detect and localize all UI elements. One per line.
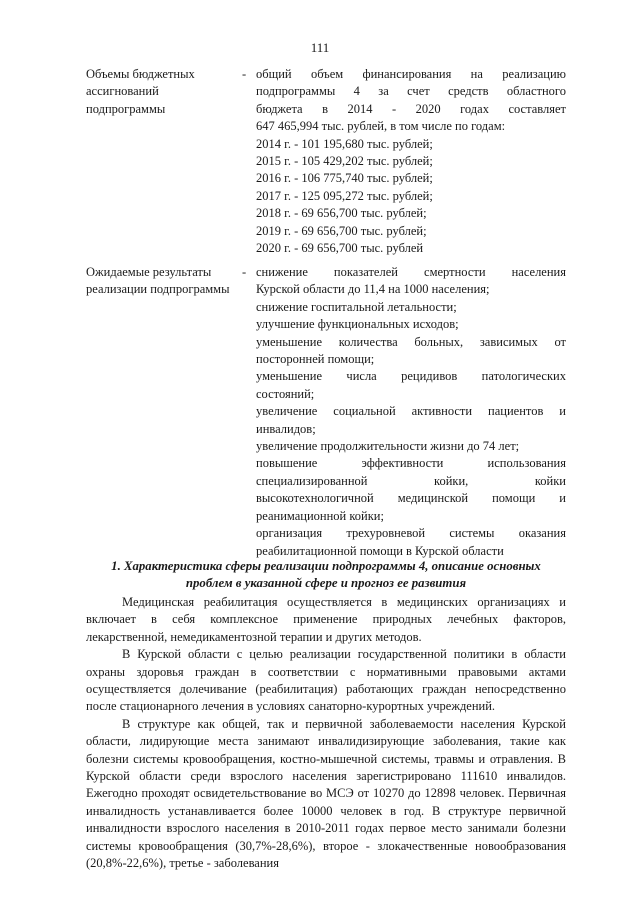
passport-line: уменьшение количества больных, зависимых от — [256, 334, 566, 349]
section-heading-line: проблем в указанной сфере и прогноз ее развития — [185, 576, 467, 591]
paragraph: В Курской области с целью реализации государственной политики в области охраны здоровья граждан в соответствии с нормативными правовыми актами осуществляется долечивание (реабилитация) работающих граждан непосредственно после стационарного лечения в условиях санаторно-курортных учреждений. — [86, 647, 566, 714]
passport-line: специализированной койки, койки — [256, 473, 566, 488]
passport-line: улучшение функциональных исходов; — [256, 317, 459, 332]
body-text — [86, 594, 566, 873]
passport-line: реанимационной койки; — [256, 508, 384, 523]
section-heading — [86, 558, 566, 593]
passport-line: увеличение социальной активности пациентов и — [256, 404, 566, 419]
passport-line: общий объем финансирования на реализацию — [256, 67, 566, 81]
passport-body-budget — [256, 66, 566, 257]
passport-line: Курской области до 11,4 на 1000 населения; — [256, 282, 490, 297]
passport-line: организация трехуровневой системы оказания — [256, 526, 566, 541]
passport-line: посторонней помощи; — [256, 352, 375, 367]
passport-line: 2020 г. - 69 656,700 тыс. рублей — [256, 241, 424, 256]
passport-dash: - — [242, 67, 247, 81]
passport-line: 2018 г. - 69 656,700 тыс. рублей; — [256, 206, 427, 221]
passport-line: 2015 г. - 105 429,202 тыс. рублей; — [256, 154, 433, 169]
passport-line: повышение эффективности использования — [256, 456, 566, 471]
passport-line: снижение показателей смертности населения — [256, 265, 566, 279]
passport-line: 647 465,994 тыс. рублей, в том числе по годам: — [256, 119, 506, 134]
passport-label-results: Ожидаемые результаты реализации подпрограммы — [86, 265, 230, 297]
passport-line: подпрограммы 4 за счет средств областного — [256, 84, 566, 99]
section-heading-line: 1. Характеристика сферы реализации подпрограммы 4, описание основных — [111, 559, 541, 573]
passport-line: 2016 г. - 106 775,740 тыс. рублей; — [256, 171, 433, 186]
passport-line: 2019 г. - 69 656,700 тыс. рублей; — [256, 223, 427, 238]
passport-line: инвалидов; — [256, 421, 316, 436]
passport-line: бюджета в 2014 - 2020 годах составляет — [256, 101, 566, 116]
passport-dash: - — [242, 265, 247, 279]
passport-label-budget: Объемы бюджетных ассигнований подпрограммы — [86, 67, 195, 116]
passport-line: 2017 г. - 125 095,272 тыс. рублей; — [256, 188, 433, 203]
passport-line: снижение госпитальной летальности; — [256, 299, 457, 314]
paragraph: Медицинская реабилитация осуществляется в медицинских организациях и включает в себя комплексное применение природных лечебных факторов, лекарственной, немедикаментозной терапии и других методов. — [86, 595, 566, 644]
passport-line: реабилитационной помощи в Курской области — [256, 543, 504, 558]
passport-line: 2014 г. - 101 195,680 тыс. рублей; — [256, 136, 433, 151]
passport-line: высокотехнологичной медицинской помощи и — [256, 491, 566, 506]
passport-line: уменьшение числа рецидивов патологических — [256, 369, 566, 384]
page-number: 111 — [310, 40, 330, 55]
passport-line: состояний; — [256, 386, 315, 401]
paragraph: В структуре как общей, так и первичной заболеваемости населения Курской области, лидирующие места занимают инвалидизирующие заболевания, такие как болезни системы кровообращения, костно-мышечной системы, травмы и отравления. В Курской области среди взрослого населения зарегистрировано 111610 инвалидов. Ежегодно проходят освидетельствование во МСЭ от 10270 до 12898 человек. Первичная инвалидность устанавливается более 10000 человек в год. В структуре первичной инвалидности взрослого населения в 2010-2011 годах первое место занимали болезни системы кровообращения (30,7%-28,6%), второе - злокачественные новообразования (20,8%-22,6%), третье - заболевания — [86, 716, 566, 871]
passport-body-results — [256, 264, 566, 560]
passport-line: увеличение продолжительности жизни до 74 лет; — [256, 439, 520, 454]
